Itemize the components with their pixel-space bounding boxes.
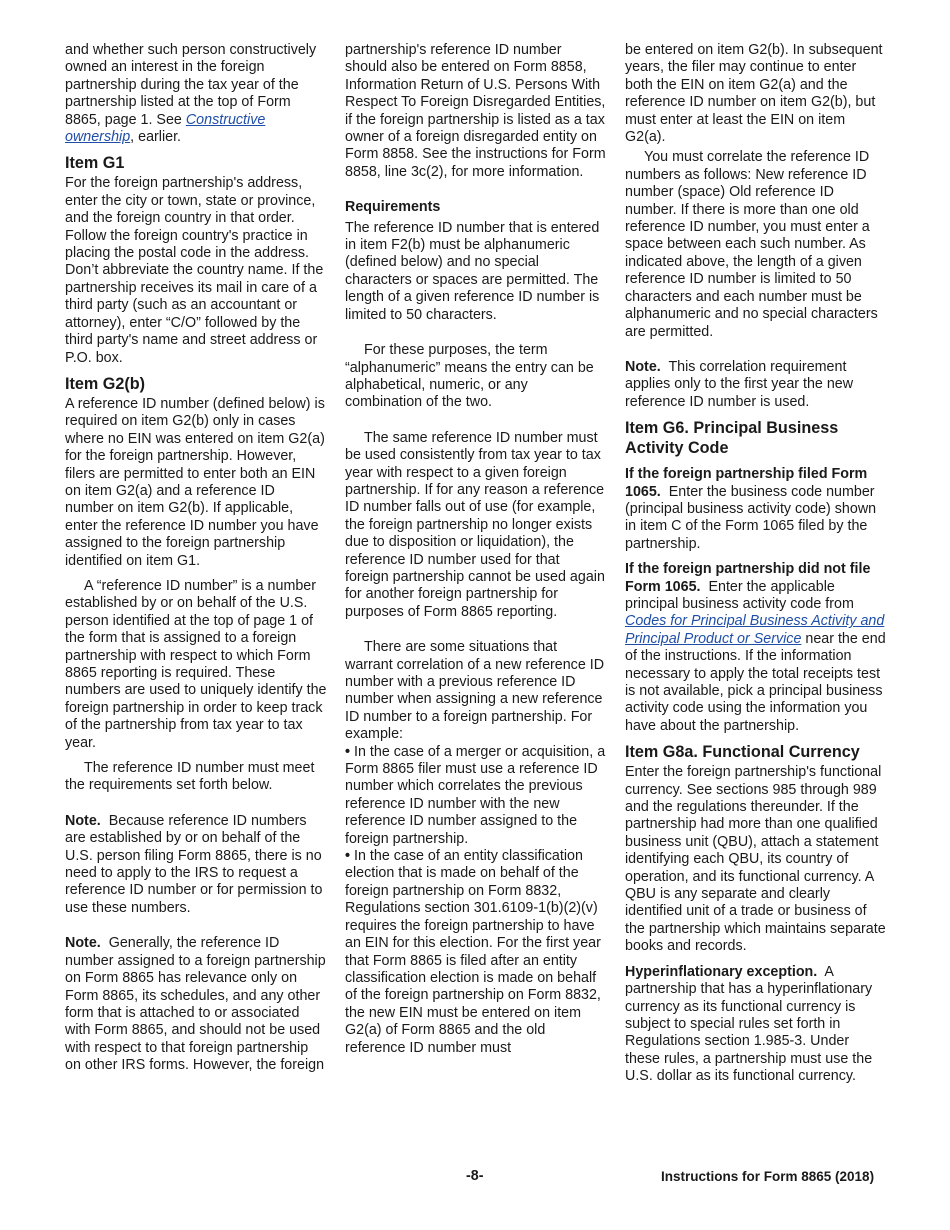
footer-title: Instructions for Form 8865 (2018) xyxy=(661,1169,875,1184)
item-g6-heading: Item G6. Principal Business Activity Code xyxy=(625,419,839,458)
requirements-paragraph-2: For these purposes, the term “alphanumeric” means the entry can be alphabetical, numeric, or any combination of the two. xyxy=(345,342,594,411)
bullet-icon: • xyxy=(345,848,351,865)
item-g2b-paragraph-1: A reference ID number (defined below) is required on item G2(b) only in cases where no EIN was entered on item G2(a) for the foreign partnership. However, filers are permitted to enter both an EIN on item G2(a) and a reference ID number on item G2(b). If applicable, enter the reference ID number you have assigned to the foreign partnership identified on item G1. xyxy=(65,395,325,569)
bullet-icon: • xyxy=(345,743,351,760)
item-g2b-paragraph-2: A “reference ID number” is a number established by or on behalf of the U.S. person identified at the top of page 1 of the form that is assigned to a foreign partnership with respect to which Form 8865 reporting is required. These numbers are used to uniquely identify the foreign partnership in order to keep track of the partnership from tax year to tax year. xyxy=(65,577,327,751)
item-g2b-heading: Item G2(b) xyxy=(65,374,146,393)
intro-paragraph: and whether such person constructively owned an interest in the foreign partnership during the tax year of the partnership listed at the top of Form 8865, page 1. See Constructive ownership, earlier. xyxy=(65,42,317,146)
item-g1-heading: Item G1 xyxy=(65,154,125,173)
note-reference-id-paragraph: Note. Because reference ID numbers are established by or on behalf of the U.S. person filing Form 8865, there is no need to apply to the IRS to request a reference ID number or for permission to use these numbers. xyxy=(65,812,323,916)
hyperinflationary-paragraph: Hyperinflationary exception. A partnership that has a hyperinflationary currency as its functional currency is subject to special rules set forth in Regulations section 1.985-3. Under these rules, a partnership must use the U.S. dollar as its functional currency. xyxy=(625,963,873,1085)
continuation-paragraph: be entered on item G2(b). In subsequent years, the filer may continue to enter both the EIN on item G2(a) and the reference ID number on item G2(b), but must enter at least the EIN on item G2(a). xyxy=(625,42,883,146)
item-g8a-text: Enter the foreign partnership's functional currency. See sections 985 through 989 and the regulations thereunder. If the partnership had more than one qualified business unit (QBU), attach a statement identifying each QBU, its country of operation, and its functional currency. A QBU is any separate and clearly identified unit of a trade or business of the partnership which maintains separate books and records. xyxy=(625,764,886,955)
requirements-heading: Requirements xyxy=(345,199,441,216)
constructive-ownership-link[interactable]: Constructive ownership xyxy=(65,111,266,146)
requirements-paragraph-4: There are some situations that warrant correlation of a new reference ID number with a previous reference ID number when assigning a new reference ID number to a foreign partnership. For example: xyxy=(345,639,605,743)
item-g2b-paragraph-3: The reference ID number must meet the requirements set forth below. xyxy=(65,760,315,794)
principal-business-codes-link[interactable]: Codes for Principal Business Activity and Principal Product or Service xyxy=(625,613,885,647)
form-1065-not-filed-paragraph: If the foreign partnership did not file Form 1065. Enter the applicable principal business activity code from Codes for Principal Business Activity and Principal Product or Service near the end of the instructions. If the information necessary to apply the total receipts test is not available, pick a principal business activity code using the information you have about the partnership. xyxy=(625,561,886,734)
column-1 xyxy=(65,42,327,1075)
column-3 xyxy=(625,42,887,1086)
column-2 xyxy=(345,42,607,1057)
requirements-paragraph-1: The reference ID number that is entered in item F2(b) must be alphanumeric (defined below) and no special characters or spaces are permitted. The length of a given reference ID number is limited to 50 characters. xyxy=(345,219,600,323)
form-8858-paragraph: partnership's reference ID number should also be entered on Form 8858, Information Return of U.S. Persons With Respect To Foreign Disregarded Entities, if the foreign partnership is listed as a tax owner of a foreign disregarded entity on Form 8858. See the instructions for Form 8858, line 3c(2), for more information. xyxy=(345,42,606,180)
item-g8a-heading: Item G8a. Functional Currency xyxy=(625,743,860,762)
page-number: -8- xyxy=(466,1168,484,1184)
correlation-note-paragraph: Note. This correlation requirement applies only to the first year the new reference ID number is used. xyxy=(625,358,854,410)
requirements-paragraph-3: The same reference ID number must be used consistently from tax year to tax year with respect to a given foreign partnership. If for any reason a reference ID number falls out of use (for example, the foreign partnership no longer exists due to disposition or liquidation), the reference ID number used for that foreign partnership cannot be used again for another foreign partnership for purposes of Form 8865 reporting. xyxy=(345,429,605,620)
list-item: • In the case of an entity classification election that is made on behalf of the foreign partnership on Form 8832, Regulations section 301.6109-1(b)(2)(v) requires the foreign partnership to have an EIN for this election. For the first year that Form 8865 is filed after an entity classification election is made on behalf of the foreign partnership on Form 8832, the new EIN must be entered on item G2(a) of Form 8865 and the old reference ID number must xyxy=(345,848,601,1056)
item-g1-text: For the foreign partnership's address, enter the city or town, state or province, and the foreign country in that order. Follow the foreign country's practice in placing the postal code in the address. Don’t abbreviate the country name. If the partnership receives its mail in care of a third party (such as an accountant or attorney), enter “C/O” followed by the third party's name and street address or P.O. box. xyxy=(65,175,324,366)
list-item: • In the case of a merger or acquisition, a Form 8865 filer must use a reference ID number which correlates the previous reference ID number with the new reference ID number assigned to the foreign partnership. xyxy=(345,743,606,847)
correlation-paragraph: You must correlate the reference ID numbers as follows: New reference ID number (space) Old reference ID number. If there is more than one old reference ID number, you must enter a space between each such number. As indicated above, the length of a given reference ID number is limited to 50 characters and each number must be alphanumeric and no special characters are permitted. xyxy=(625,149,878,340)
note-relevance-paragraph: Note. Generally, the reference ID number assigned to a foreign partnership on Form 8865 has relevance only on Form 8865, its schedules, and any other form that is attached to or associated with Form 8865, and should not be used with respect to that foreign partnership on other IRS forms. However, the foreign xyxy=(65,935,326,1074)
form-1065-filed-paragraph: If the foreign partnership filed Form 1065. Enter the business code number (principal business activity code) shown in item C of the Form 1065 filed by the partnership. xyxy=(625,466,877,552)
